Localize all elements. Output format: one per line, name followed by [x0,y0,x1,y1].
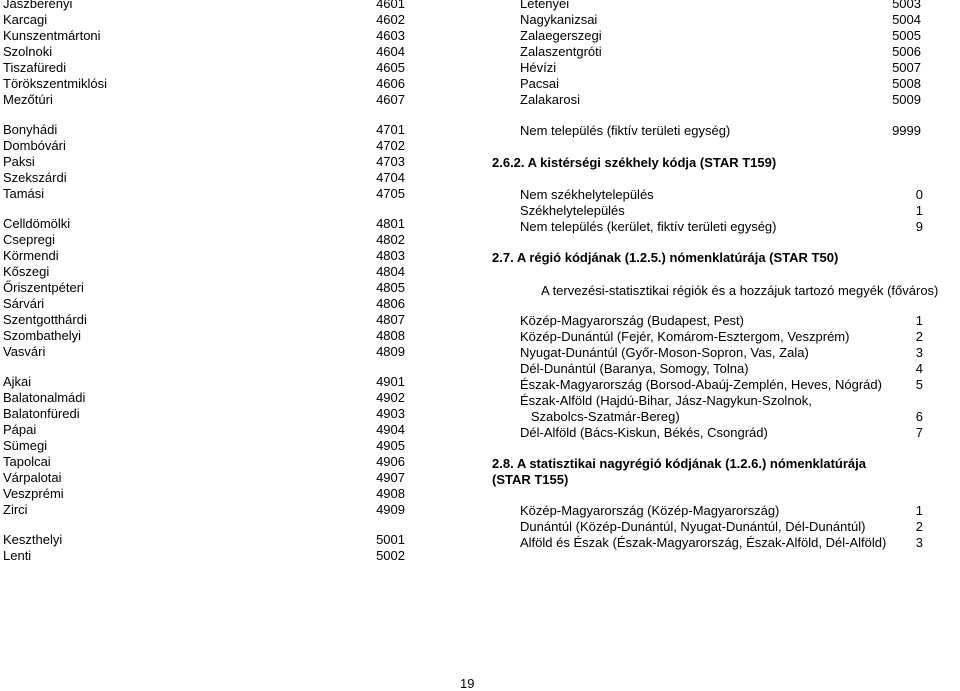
macroregion-row-name: Dunántúl (Közép-Dunántúl, Nyugat-Dunántúl, Dél-Dunántúl) [520,519,866,534]
section-2-7-note: A tervezési-statisztikai régiók és a hozzájuk tartozó megyék (főváros) [541,283,939,298]
district-row-name: Balatonfüredi [3,406,80,421]
district-row-name: Balatonalmádi [3,390,86,405]
district-row [3,232,405,248]
district-row-name: Sümegi [3,438,48,453]
district-row [3,216,405,232]
district-row [520,60,921,76]
region-row-code: 3 [915,345,923,360]
district-row-name: Szekszárdi [3,170,67,185]
district-row [3,264,405,280]
region-row-name: Észak-Alföld (Hajdú-Bihar, Jász-Nagykun-Szolnok, [520,393,812,408]
district-row-name: Tapolcai [3,454,51,469]
region-row [520,313,923,329]
district-row [3,438,405,454]
district-row [3,280,405,296]
district-row-code: 4902 [376,390,405,405]
region-row-code: 4 [915,361,923,376]
district-row [3,328,405,344]
district-row-code: 4605 [376,60,405,75]
region-row-code: 6 [915,409,923,424]
district-row-name: Veszprémi [3,486,64,501]
region-row-code: 1 [915,313,923,328]
district-row-name: Bonyhádi [3,122,58,137]
region-row [520,345,923,361]
macroregion-row-name: Közép-Magyarország (Közép-Magyarország) [520,503,780,518]
fictive-unit-row [520,123,921,139]
macroregion-row [520,519,923,535]
district-row [3,170,405,186]
district-row [3,60,405,76]
district-row [3,122,405,138]
region-row-name: Észak-Magyarország (Borsod-Abaúj-Zemplén, Heves, Nógrád) [520,377,882,392]
region-row-code: 2 [915,329,923,344]
district-row-name: Körmendi [3,248,59,263]
district-row-name: Jászberényi [3,0,73,11]
region-row [520,393,923,409]
district-row-code: 5009 [892,92,921,107]
district-row [3,374,405,390]
district-row-code: 5003 [892,0,921,11]
district-row [3,486,405,502]
district-row-code: 4808 [376,328,405,343]
district-row-code: 4603 [376,28,405,43]
district-row-name: Pacsai [520,76,560,91]
district-row [3,422,405,438]
district-row-name: Őriszentpéteri [3,280,84,295]
seat-code-row-code: 1 [915,203,923,218]
fictive-unit-name: Nem település (fiktív területi egység) [520,123,731,138]
seat-code-row [520,219,923,235]
district-row [520,0,921,12]
district-row [3,532,405,548]
district-row-name: Zalaegerszegi [520,28,602,43]
macroregion-row [520,535,923,551]
district-row-code: 4704 [376,170,405,185]
region-row [520,409,923,425]
district-row-code: 4807 [376,312,405,327]
district-row [3,76,405,92]
seat-code-row-code: 9 [915,219,923,234]
district-row-name: Keszthelyi [3,532,63,547]
region-row [520,329,923,345]
district-row-code: 4909 [376,502,405,517]
district-row-code: 4806 [376,296,405,311]
district-row-name: Zalakarosi [520,92,580,107]
district-row-code: 4903 [376,406,405,421]
district-row-name: Kunszentmártoni [3,28,101,43]
section-2-7-heading: 2.7. A régió kódjának (1.2.5.) nómenklatúrája (STAR T50) [492,250,839,265]
seat-code-row [520,187,923,203]
district-row [3,186,405,202]
section-2-8-heading-line1: 2.8. A statisztikai nagyrégió kódjának (1.2.6.) nómenklatúrája [492,456,866,471]
district-row-code: 5004 [892,12,921,27]
section-2-8-heading-line2: (STAR T155) [492,472,569,487]
district-row [3,390,405,406]
district-row-code: 4701 [376,122,405,137]
district-row [520,92,921,108]
region-row [520,377,923,393]
district-row-name: Pápai [3,422,37,437]
section-2-6-2-heading: 2.6.2. A kistérségi székhely kódja (STAR T159) [492,155,777,170]
district-row [3,248,405,264]
district-row [3,344,405,360]
district-row-name: Csepregi [3,232,56,247]
district-row-name: Zirci [3,502,28,517]
district-row-name: Celldömölki [3,216,71,231]
district-row [3,0,405,12]
district-row [3,28,405,44]
district-row-code: 5008 [892,76,921,91]
district-row-name: Szolnoki [3,44,53,59]
district-row-code: 5002 [376,548,405,563]
district-row-code: 4604 [376,44,405,59]
macroregion-row-name: Alföld és Észak (Észak-Magyarország, Észak-Alföld, Dél-Alföld) [520,535,887,550]
district-row [520,28,921,44]
district-row-name: Sárvári [3,296,45,311]
district-row-name: Tiszafüredi [3,60,67,75]
district-row-code: 4607 [376,92,405,107]
district-row-code: 4804 [376,264,405,279]
district-row-name: Paksi [3,154,35,169]
district-row-code: 4908 [376,486,405,501]
seat-code-row-name: Székhelytelepülés [520,203,625,218]
district-row-code: 4901 [376,374,405,389]
district-row [3,470,405,486]
district-row [3,548,405,564]
district-row-code: 4601 [376,0,405,11]
district-row-name: Mezőtúri [3,92,53,107]
macroregion-row-code: 1 [915,503,923,518]
region-row-name: Közép-Magyarország (Budapest, Pest) [520,313,744,328]
seat-code-row-name: Nem székhelytelepülés [520,187,654,202]
district-row-name: Karcagi [3,12,48,27]
district-row-code: 4702 [376,138,405,153]
region-row-name: Dél-Alföld (Bács-Kiskun, Békés, Csongrád) [520,425,768,440]
district-row-name: Kőszegi [3,264,50,279]
district-row [3,44,405,60]
seat-code-row [520,203,923,219]
district-row-code: 4907 [376,470,405,485]
district-row-name: Lenti [3,548,32,563]
macroregion-row [520,503,923,519]
macroregion-row-code: 2 [915,519,923,534]
district-row-code: 4602 [376,12,405,27]
district-row-name: Törökszentmiklósi [3,76,108,91]
district-row [3,406,405,422]
district-row-name: Szentgotthárdi [3,312,87,327]
fictive-unit-code: 9999 [892,123,921,138]
district-row [520,44,921,60]
district-row-code: 4606 [376,76,405,91]
district-row [3,92,405,108]
district-row-code: 4705 [376,186,405,201]
district-row-code: 4904 [376,422,405,437]
region-row-code: 7 [915,425,923,440]
district-row [3,454,405,470]
district-row-code: 5001 [376,532,405,547]
district-row-name: Hévízi [520,60,557,75]
page-number: 19 [460,676,475,691]
district-row-code: 4809 [376,344,405,359]
district-row [3,12,405,28]
district-row-name: Vasvári [3,344,46,359]
region-row-name: Szabolcs-Szatmár-Bereg) [520,409,680,424]
district-row [520,12,921,28]
seat-code-row-code: 0 [915,187,923,202]
district-row [3,138,405,154]
region-row [520,425,923,441]
district-row-name: Tamási [3,186,45,201]
district-row-code: 4802 [376,232,405,247]
district-row-code: 4803 [376,248,405,263]
district-row-name: Dombóvári [3,138,66,153]
region-row-name: Nyugat-Dunántúl (Győr-Moson-Sopron, Vas, Zala) [520,345,809,360]
district-row-name: Zalaszentgróti [520,44,602,59]
district-row [3,296,405,312]
district-row-code: 4805 [376,280,405,295]
macroregion-row-code: 3 [915,535,923,550]
district-row [3,502,405,518]
district-row-code: 4905 [376,438,405,453]
seat-code-row-name: Nem település (kerület, fiktív területi egység) [520,219,777,234]
district-row-code: 5005 [892,28,921,43]
region-row-name: Dél-Dunántúl (Baranya, Somogy, Tolna) [520,361,749,376]
district-row-code: 5006 [892,44,921,59]
district-row-code: 5007 [892,60,921,75]
district-row-code: 4703 [376,154,405,169]
district-row [3,312,405,328]
district-row-name: Várpalotai [3,470,62,485]
district-row-code: 4906 [376,454,405,469]
district-row-name: Nagykanizsai [520,12,598,27]
district-row [3,154,405,170]
district-row-name: Szombathelyi [3,328,82,343]
region-row [520,361,923,377]
district-row [520,76,921,92]
region-row-name: Közép-Dunántúl (Fejér, Komárom-Esztergom, Veszprém) [520,329,850,344]
region-row-code: 5 [915,377,923,392]
district-row-code: 4801 [376,216,405,231]
district-row-name: Letenyei [520,0,570,11]
district-row-name: Ajkai [3,374,32,389]
